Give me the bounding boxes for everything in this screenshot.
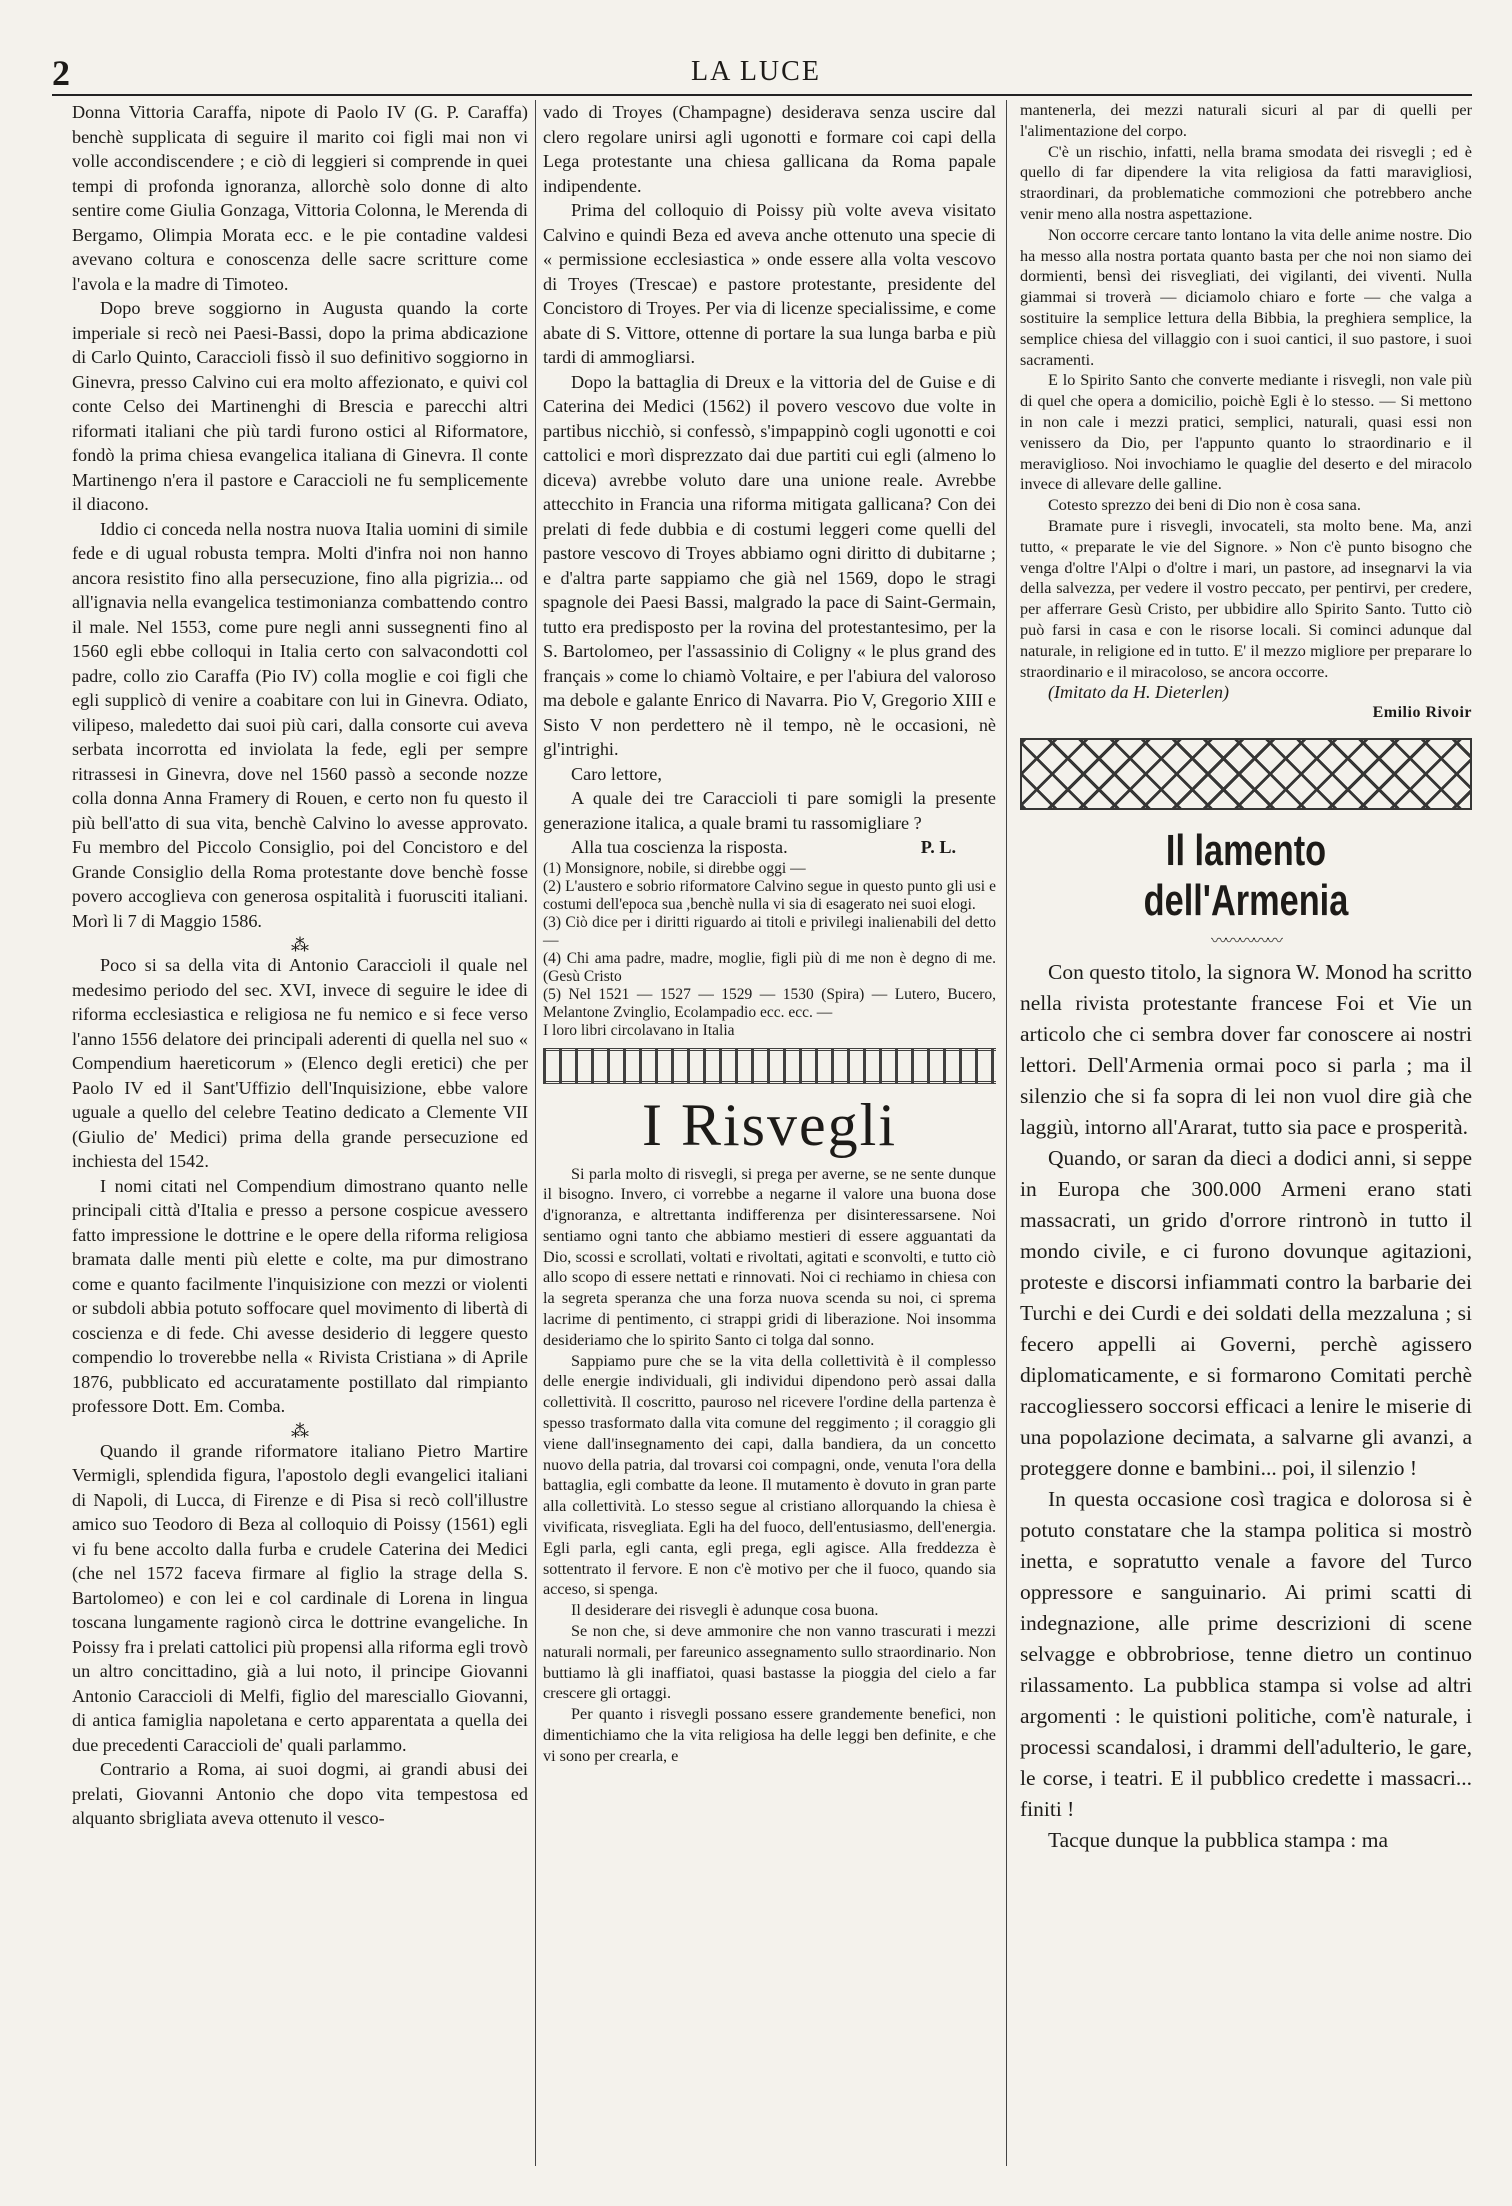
paragraph: Con questo titolo, la signora W. Monod ha scritto nella rivista protestante francese Foi et Vie un articolo che ci sembra dover far conoscere ai nostri lettori. Dell'Armenia ormai poco si parla ; ma il silenzio che si fa sopra di lei non vuol dire già che laggiù, intorno all'Ararat, tutto sia pace e prosperità. xyxy=(1020,959,1473,1139)
paragraph: Donna Vittoria Caraffa, nipote di Paolo IV (G. P. Caraffa) benchè supplicata di seguire il marito coi figli mai non vi volle accondiscendere ; e ciò di leggieri si comprende in quei tempi di profonda ignoranza, allorchè solo donne di alto sentire come Giulia Gonzaga, Vittoria Colonna, le Merenda di Bergamo, Olimpia Morata ecc. e le pie contadine valdesi avevano coltura e conoscenza delle sacre scritture come l'avola e la madre di Timoteo. xyxy=(72,102,528,294)
paragraph: C'è un rischio, infatti, nella brama smodata dei risvegli ; ed è quello di far dipendere la vita religiosa da fatti maravigliosi, straordinari, da problematiche commozioni che potrebbero anche venir meno alla nostra aspettazione. xyxy=(1020,142,1472,223)
paragraph: I nomi citati nel Compendium dimostrano quanto nelle principali città d'Italia e presso a persone cospicue avessero fatto impressione le dottrine e le opere della riforma religiosa bramata dalle menti più elette e colte, ma pur dimostrano come e quanto facilmente l'inquisizione con mezzi or violenti or subdoli abbia potuto soffocare quel movimento di libertà di coscienza e di fede. Chi avesse desiderio di leggere questo compendio lo troverebbe nella « Rivista Cristiana » di Aprile 1876, pubblicato ed accuratamente postillato dal rimpianto professore Dott. Em. Comba. xyxy=(72,1175,528,1416)
header-rule xyxy=(52,94,1472,96)
paragraph: Quando il grande riformatore italiano Pietro Martire Vermigli, splendida figura, l'apostolo degli evangelici italiani di Napoli, di Lucca, di Firenze e di Pisa si recò coll'illustre amico suo Teodoro di Beza al colloquio di Poissy (1561) egli vi fu bene accolto dalla furba e crudele Caterina dei Medici (che nel 1572 faceva firmare al figlio la strage della S. Bartolomeo) e con lei e col cardinale di Lorena in lingua toscana lungamente ragionò circa le dottrine evangeliche. In Poissy fra i prelati cattolici più propensi alla riforma egli trovò un altro concittadino, già a lui noto, il principe Giovanni Antonio Caraccioli di Melfi, figlio del maresciallo Giovanni, di antica famiglia napoletana e certo apparentata a quella dei due precedenti Caraccioli de' quali parlammo. xyxy=(72,1440,528,1755)
paragraph: Non occorre cercare tanto lontano la vita delle anime nostre. Dio ha messo alla nostra portata quanto basta per che noi non siamo dei dormienti, bensì dei risvegliati, dei vigilanti, dei viventi. Nulla giammai si troverà — diciamolo chiaro e forte — che valga a sostituire la semplice lettura della Bibbia, la preghiera semplice, la semplice chiesa del villaggio con i suoi cantici, il suo pastore, i suoi sacramenti. xyxy=(1020,225,1472,369)
paragraph: Prima del colloquio di Poissy più volte aveva visitato Calvino e quindi Beza ed aveva anche ottenuto una specie di « permissione ecclesiastica » onde essere alla volta vescovo di Troyes (Trescae) e pastore protestante, presidente del Concistoro di Troyes. Per via di licenze specialissime, e come abate di S. Vittore, ottenne di portare la sua lunga barba e più tardi di ammogliarsi. xyxy=(543,200,996,367)
paragraph: Se non che, si deve ammonire che non vanno trascurati i mezzi naturali normali, per fareunico assegnamento sullo straordinario. Non buttiamo là gli inaffiatoi, quasi bastasse la pioggia del cielo a far crescere gli ortaggi. xyxy=(543,1622,996,1703)
paragraph: mantenerla, dei mezzi naturali sicuri al par di quelli per l'alimentazione del corpo. xyxy=(1020,101,1472,140)
ornamental-border xyxy=(543,1048,996,1084)
asterism-separator: ⁂ xyxy=(291,935,309,955)
paragraph: Alla tua coscienza la risposta. xyxy=(571,837,788,857)
paragraph: Si parla molto di risvegli, si prega per averne, se ne sente dunque il bisogno. Invero, ci vorrebbe a negarne il valore una buona dose d'ignoranza, e altrettanta indifferenza per disinteressarsene. Noi sentiamo ogni tanto che abbiamo mestieri di essere agguantati da Dio, scossi e scrollati, voltati e rivoltati, agitati e sconvolti, e tutto ciò allo scopo di essere nettati e rinnovati. Noi ci rechiamo in chiesa con la segreta speranza che una forza nuova scenda su noi, ci sprema lacrime di pentimento, ci strappi gridi di liberazione. Noi insomma desideriamo che lo spirito Santo ci tolga dal sonno. xyxy=(543,1164,996,1349)
paragraph: Tacque dunque la pubblica stampa : ma xyxy=(1048,1827,1388,1852)
footnote: I loro libri circolavano in Italia xyxy=(543,1021,735,1039)
paragraph: Dopo la battaglia di Dreux e la vittoria del de Guise e di Caterina dei Medici (1562) il povero vescovo due volte in partibus nicchiò, si confessò, s'impappinò cogli ugonotti e coi cattolici e morì disprezzato dai due partiti cui egli (almeno lo diceva) avrebbe voluto dare una unione reale. Avrebbe attecchito in Francia una riforma mitigata gallicana? Con dei prelati di fede dubbia e di costumi leggeri come quelli del pastore vescovo di Troyes abbiamo ogni diritto di dubitarne ; e d'altra parte sappiamo che già nel 1569, dopo le stragi spagnole dei Paesi Bassi, malgrado la pace di Saint-Germain, tutto era predisposto per la rovina del protestantesimo, per la S. Bartolomeo, per l'assassinio di Coligny « le plus grand des français » come lo chiamò Voltaire, e per l'abiura del valoroso ma debole e galante Enrico di Navarra. Pio V, Gregorio XIII e Sisto V non perdettero nè il tempo, nè le occasioni, nè gl'intrighi. xyxy=(543,371,996,759)
paragraph: Sappiamo pure che se la vita della collettività è il complesso delle energie individuali, gli individui dipendono però assai dalla collettività. Il coscritto, pauroso nel ricevere l'ordine della partenza è spesso trasformato dalla vita comune del reggimento ; il coraggio gli viene dall'insegnamento dei capi, dalla bandiera, da un concetto nuovo della patria, dal trovarsi coi compagni, onde, venuta l'ora della battaglia, egli combatte da leone. Il mutamento è dovuto in gran parte alla collettività. Lo stesso segue al cristiano allorquando la chiesa è vivificata, risvegliata. Egli ha del fuoco, dell'entusiasmo, dell'energia. Egli parla, egli canta, egli prega, egli agisce. Alla freddezza è sottentrato il fervore. E non c'è motivo per che il fuoco, quando sia acceso, si spenga. xyxy=(543,1351,996,1599)
asterism-separator: ⁂ xyxy=(291,1420,309,1441)
paragraph: vado di Troyes (Champagne) desiderava senza uscire dal clero regolare unirsi agli ugonotti e formare coi capi della Lega protestante una chiesa gallicana da Roma papale indipendente. xyxy=(543,102,996,196)
article-title: Il lamento dell'Armenia xyxy=(1143,825,1349,925)
footnote: (4) Chi ama padre, madre, moglie, figli più di me non è degno di me. (Gesù Cristo xyxy=(543,949,996,985)
paragraph: E lo Spirito Santo che converte mediante i risvegli, non vale più di quel che opera a domicilio, poichè Egli è lo stesso. — Si mettono in non cale i mezzi pratici, semplici, naturali, quasi essi non venissero da Dio, per l'appunto quanto lo straordinario e il meraviglioso. Noi invochiamo le quaglie del deserto e del miracolo invece di allevare delle galline. xyxy=(1020,371,1472,494)
column-divider xyxy=(1006,100,1007,2166)
paragraph: Il desiderare dei risvegli è adunque cosa buona. xyxy=(571,1601,879,1620)
credit: (Imitato da H. Dieterlen) xyxy=(1048,682,1229,703)
footnotes xyxy=(543,860,996,1040)
author-initials: P. L. xyxy=(920,837,956,857)
footnote: (3) Ciò dice per i diritti riguardo ai titoli e privilegi inalienabili del detto — xyxy=(543,913,996,949)
paragraph: Bramate pure i risvegli, invocateli, sta molto bene. Ma, anzi tutto, « preparate le vie del Signore. » Non c'è punto bisogno che venga d'oltre l'Alpi o d'oltre i mari, un pastore, ad insegnarvi la via della salvezza, per vedere il vostro peccato, per pentirvi, per credere, per afferrare Gesù Cristo, per ubbidire allo Spirito Santo. Tutto ciò può farsi in casa e con le risorse locali. Si cominci adunque dal naturale, in religione ed in tutto. E' il mezzo migliore per preparare lo straordinario e il miracoloso, se ancora occorre. xyxy=(1020,516,1472,681)
column-2 xyxy=(543,100,996,1767)
paragraph: A quale dei tre Caraccioli ti pare somigli la presente generazione italica, a quale brami tu rassomigliare ? xyxy=(543,788,996,833)
footnote: (1) Monsignore, nobile, si direbbe oggi — xyxy=(543,859,806,877)
newspaper-title: LA LUCE xyxy=(691,56,821,87)
paragraph: Iddio ci conceda nella nostra nuova Italia uomini di simile fede e di ugual robusta tempra. Molti d'infra noi non hanno ancora resistito fino alla persecuzione, fino alla pigrizia... od all'ignavia nella evangelica testimonianza combattendo contro il male. Nel 1553, come pure negli anni sussegnenti fino al 1560 egli ebbe colloqui in Italia certo con salvacondotti col padre, collo zio Caraffa (Pio IV) colla moglie e coi figli che egli supplicò di venire a coabitare con lui in Ginevra. Odiato, vilipeso, maledetto dai suoi più cari, dalla consorte cui aveva serbata incorrotta ed inviolata la fede, egli per sempre ritrassesi in Ginevra, dove nel 1560 passò a seconde nozze colla donna Anna Framery di Rouen, e certo non fu questo il più bell'atto di sua vita, benchè Calvino lo avesse approvato. Fu membro del Piccolo Consiglio, poi del Concistoro e del Grande Consiglio della Roma protestante dove benchè fosse povero accoglieva con generosa ospitalità i fuorusciti italiani. Morì li 7 di Maggio 1586. xyxy=(72,518,528,931)
footnote: (5) Nel 1521 — 1527 — 1529 — 1530 (Spira) — Lutero, Bucero, Melantone Zvinglio, Ecolampadio ecc. ecc. — xyxy=(543,985,996,1021)
page-number: 2 xyxy=(52,53,70,93)
title-flourish: 〰〰〰〰〰 xyxy=(1210,932,1281,950)
article-title: I Risvegli xyxy=(642,1091,897,1158)
paragraph: Per quanto i risvegli possano essere grandemente benefici, non dimentichiamo che la vita religiosa ha delle leggi ben definite, e che vi sono per crearla, e xyxy=(543,1705,996,1765)
paragraph: Dopo breve soggiorno in Augusta quando la corte imperiale si recò nei Paesi-Bassi, dopo la prima abdicazione di Carlo Quinto, Caraccioli fissò il suo definitivo soggiorno in Ginevra, presso Calvino cui era molto affezionato, e quivi col conte Celso dei Martinenghi di Brescia e parecchi altri riformati italiani che più tardi furono ostici al Riformatore, fondò la prima chiesa evangelica italiana di Ginevra. Il conte Martinengo n'era il pastore e Caraccioli ne fu semplicemente il diacono. xyxy=(72,298,528,514)
paragraph: Poco si sa della vita di Antonio Caraccioli il quale nel medesimo periodo del sec. XVI, invece di seguire le idee di riforma ecclesiastica e religiosa ne fu nemico e si fece verso l'anno 1556 delatore dei principali aderenti di quella nel suo « Compendium haereticorum » (Elenco degli eretici) che per Paolo IV ed il Sant'Uffizio dell'Inquisizione, ebbe valore uguale a quello del celebre Teatino dedicato a Clemente VII (Giulio de' Medici) prima della grande persecuzione ed inchiesta del 1542. xyxy=(72,955,528,1171)
paragraph: In questa occasione così tragica e dolorosa si è potuto constatare che la stampa politica si mostrò inetta, e sopratutto venale a favore del Turco oppressore e sanguinario. Ai primi scatti di indegnazione, alle prime descrizioni di scene selvagge e obbrobriose, tenne dietro un continuo rilassamento. La pubblica stampa si volse ad altri argomenti : le quistioni politiche, com'è naturale, i processi scandalosi, i drammi dell'adulterio, le gare, le corse, i teatri. E il pubblico credette i massacri... finiti ! xyxy=(1020,1486,1472,1821)
paragraph: Contrario a Roma, ai suoi dogmi, ai grandi abusi dei prelati, Giovanni Antonio che dopo vita tempestosa ed alquanto sbrigliata aveva ottenuto il vesco- xyxy=(72,1759,528,1828)
salutation: Caro lettore, xyxy=(571,763,662,784)
column-1 xyxy=(72,100,528,1831)
footnote: (2) L'austero e sobrio riformatore Calvino segue in questo punto gli usi e costumi dell'epoca sua ,benchè nulla vi sia di esagerato nei suoi elogi. xyxy=(543,877,996,913)
column-3 xyxy=(1020,100,1472,1856)
paragraph: Quando, or saran da dieci a dodici anni, si seppe in Europa che 300.000 Armeni erano stati massacrati, un grido d'orrore rintronò in tutto il mondo civile, e ci furono dovunque agitazioni, proteste e discorsi infiammati contro la barbarie dei Turchi e dei Curdi e dei soldati della mezzaluna ; si fecero appelli ai Governi, perchè agissero diplomaticamente, e si formarono Comitati perchè raccogliessero soccorsi efficaci a lenire le miserie di una popolazione decimata, a salvarne gli avanzi, a proteggere donne e bambini... poi, il silenzio ! xyxy=(1020,1145,1472,1480)
column-divider xyxy=(535,100,536,2166)
author-signature: Emilio Rivoir xyxy=(1372,704,1472,722)
paragraph: Cotesto sprezzo dei beni di Dio non è cosa sana. xyxy=(1048,496,1361,515)
ornamental-banner xyxy=(1020,738,1472,810)
